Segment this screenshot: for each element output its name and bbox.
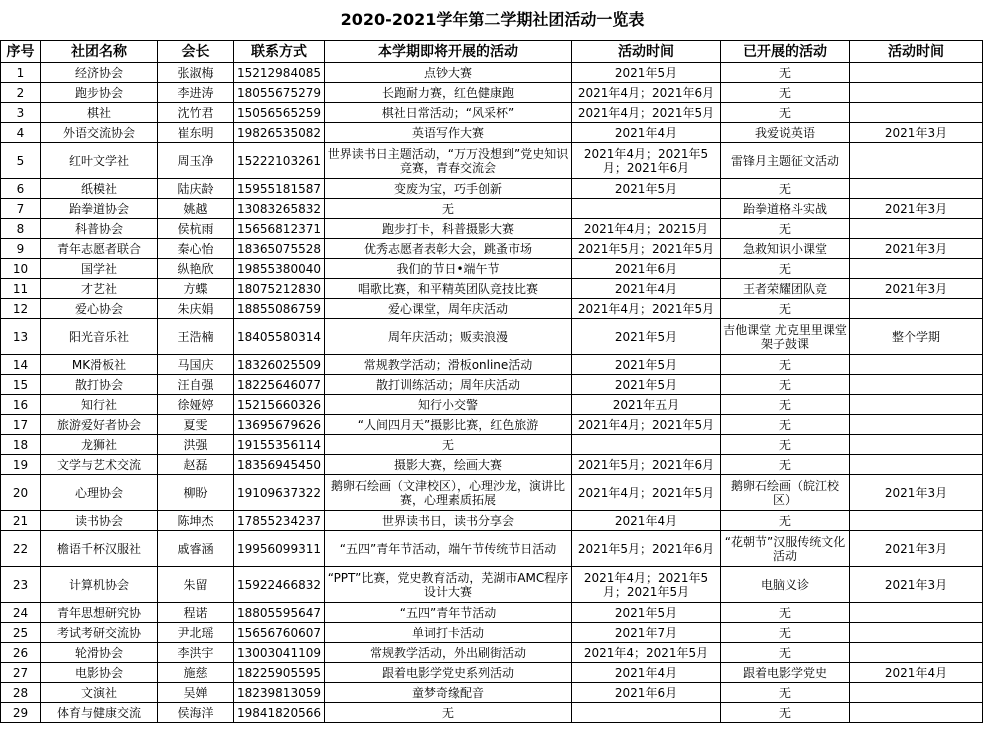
cell-done-time: 2021年4月: [850, 663, 983, 683]
cell-done-time: [850, 299, 983, 319]
cell-done-time: [850, 643, 983, 663]
cell-no: 27: [1, 663, 41, 683]
cell-done: 无: [721, 683, 850, 703]
cell-done: 无: [721, 623, 850, 643]
cell-upcoming-time: 2021年7月: [572, 623, 721, 643]
cell-upcoming-time: 2021年5月: [572, 603, 721, 623]
cell-done-time: [850, 83, 983, 103]
cell-no: 18: [1, 435, 41, 455]
cell-club: 读书协会: [41, 511, 158, 531]
cell-done: 无: [721, 375, 850, 395]
cell-upcoming: 优秀志愿者表彰大会，跳蚤市场: [325, 239, 572, 259]
table-row: [1, 531, 983, 567]
cell-club: 青年思想研究协: [41, 603, 158, 623]
cell-upcoming-time: 2021年5月；2021年5月: [572, 239, 721, 259]
cell-president: 张淑梅: [158, 63, 234, 83]
cell-upcoming-time: 2021年4月: [572, 123, 721, 143]
cell-no: 4: [1, 123, 41, 143]
cell-done-time: [850, 703, 983, 723]
cell-president: 方蝶: [158, 279, 234, 299]
cell-no: 21: [1, 511, 41, 531]
cell-phone: 15656812371: [234, 219, 325, 239]
cell-president: 戚睿涵: [158, 531, 234, 567]
cell-no: 1: [1, 63, 41, 83]
table-row: [1, 663, 983, 683]
table-row: [1, 395, 983, 415]
cell-upcoming: 无: [325, 199, 572, 219]
cell-done: 吉他课堂 尤克里里课堂 架子鼓课: [721, 319, 850, 355]
cell-no: 12: [1, 299, 41, 319]
table-row: [1, 219, 983, 239]
cell-done-time: [850, 103, 983, 123]
header-row: [1, 41, 983, 63]
cell-upcoming-time: 2021年6月: [572, 259, 721, 279]
cell-club: 轮滑协会: [41, 643, 158, 663]
cell-done-time: 整个学期: [850, 319, 983, 355]
cell-no: 29: [1, 703, 41, 723]
header-upcoming: 本学期即将开展的活动: [325, 41, 572, 63]
cell-phone: 15212984085: [234, 63, 325, 83]
table-row: [1, 623, 983, 643]
cell-club: 才艺社: [41, 279, 158, 299]
cell-upcoming-time: 2021年4月；2021年5月；2021年5月: [572, 567, 721, 603]
cell-president: 程诺: [158, 603, 234, 623]
cell-club: 国学社: [41, 259, 158, 279]
cell-president: 柳盼: [158, 475, 234, 511]
table-row: [1, 415, 983, 435]
cell-done: 王者荣耀团队竞: [721, 279, 850, 299]
table-row: [1, 703, 983, 723]
cell-upcoming-time: 2021年4月；2021年5月: [572, 415, 721, 435]
cell-phone: 18805595647: [234, 603, 325, 623]
table-row: [1, 239, 983, 259]
cell-phone: 18239813059: [234, 683, 325, 703]
cell-president: 纵艳欣: [158, 259, 234, 279]
cell-no: 5: [1, 143, 41, 179]
cell-phone: 19956099311: [234, 531, 325, 567]
cell-club: 心理协会: [41, 475, 158, 511]
cell-upcoming: 英语写作大赛: [325, 123, 572, 143]
cell-club: 散打协会: [41, 375, 158, 395]
cell-done: 跆拳道格斗实战: [721, 199, 850, 219]
cell-upcoming: 周年庆活动；贩卖浪漫: [325, 319, 572, 355]
table-row: [1, 299, 983, 319]
cell-done: 无: [721, 179, 850, 199]
cell-no: 3: [1, 103, 41, 123]
cell-upcoming-time: 2021年4月；2021年5月；2021年6月: [572, 143, 721, 179]
header-president: 会长: [158, 41, 234, 63]
header-done-time: 活动时间: [850, 41, 983, 63]
table-row: [1, 455, 983, 475]
cell-done-time: 2021年3月: [850, 531, 983, 567]
table-row: [1, 123, 983, 143]
cell-done-time: [850, 435, 983, 455]
cell-upcoming-time: 2021年5月: [572, 319, 721, 355]
cell-no: 6: [1, 179, 41, 199]
cell-done: 无: [721, 435, 850, 455]
cell-president: 夏雯: [158, 415, 234, 435]
cell-phone: 15215660326: [234, 395, 325, 415]
cell-done-time: [850, 683, 983, 703]
cell-done-time: [850, 63, 983, 83]
cell-phone: 18225646077: [234, 375, 325, 395]
cell-club: 棋社: [41, 103, 158, 123]
cell-done: 我爱说英语: [721, 123, 850, 143]
cell-phone: 18405580314: [234, 319, 325, 355]
cell-done: 无: [721, 219, 850, 239]
cell-done: 雷锋月主题征文活动: [721, 143, 850, 179]
cell-president: 崔东明: [158, 123, 234, 143]
cell-club: 跆拳道协会: [41, 199, 158, 219]
cell-president: 朱庆娟: [158, 299, 234, 319]
cell-done-time: [850, 395, 983, 415]
cell-done-time: [850, 603, 983, 623]
cell-upcoming-time: 2021年4月: [572, 279, 721, 299]
cell-done: 急救知识小课堂: [721, 239, 850, 259]
cell-done: 无: [721, 603, 850, 623]
cell-club: 檐语千杯汉服社: [41, 531, 158, 567]
cell-done-time: 2021年3月: [850, 567, 983, 603]
cell-done-time: [850, 143, 983, 179]
cell-upcoming-time: [572, 199, 721, 219]
cell-phone: 15955181587: [234, 179, 325, 199]
cell-upcoming: 常规教学活动，外出刷街活动: [325, 643, 572, 663]
cell-upcoming: 变废为宝，巧手创新: [325, 179, 572, 199]
cell-club: 旅游爱好者协会: [41, 415, 158, 435]
cell-president: 赵磊: [158, 455, 234, 475]
cell-club: 爱心协会: [41, 299, 158, 319]
cell-phone: 18225905595: [234, 663, 325, 683]
activity-table: [0, 40, 983, 723]
cell-club: 文演社: [41, 683, 158, 703]
cell-phone: 19826535082: [234, 123, 325, 143]
cell-president: 马国庆: [158, 355, 234, 375]
cell-done: 无: [721, 415, 850, 435]
cell-upcoming-time: 2021年4月: [572, 511, 721, 531]
cell-upcoming: 摄影大赛，绘画大赛: [325, 455, 572, 475]
table-row: [1, 683, 983, 703]
cell-no: 17: [1, 415, 41, 435]
cell-upcoming-time: 2021年5月；2021年6月: [572, 455, 721, 475]
cell-upcoming: 无: [325, 435, 572, 455]
cell-phone: 19109637322: [234, 475, 325, 511]
cell-no: 7: [1, 199, 41, 219]
cell-done: 无: [721, 83, 850, 103]
table-row: [1, 143, 983, 179]
cell-upcoming: 长跑耐力赛，红色健康跑: [325, 83, 572, 103]
cell-president: 侯杭雨: [158, 219, 234, 239]
cell-upcoming-time: 2021年五月: [572, 395, 721, 415]
cell-done: 无: [721, 63, 850, 83]
header-club: 社团名称: [41, 41, 158, 63]
cell-phone: 15922466832: [234, 567, 325, 603]
cell-upcoming: 点钞大赛: [325, 63, 572, 83]
cell-president: 王浩楠: [158, 319, 234, 355]
table-row: [1, 83, 983, 103]
cell-upcoming: 爱心课堂，周年庆活动: [325, 299, 572, 319]
cell-done: “花朝节”汉服传统文化活动: [721, 531, 850, 567]
cell-done: 无: [721, 703, 850, 723]
cell-phone: 15056565259: [234, 103, 325, 123]
cell-no: 11: [1, 279, 41, 299]
cell-phone: 18326025509: [234, 355, 325, 375]
cell-phone: 19155356114: [234, 435, 325, 455]
cell-phone: 18356945450: [234, 455, 325, 475]
cell-president: 姚越: [158, 199, 234, 219]
cell-upcoming: “PPT”比赛，党史教育活动，芜湖市AMC程序设计大赛: [325, 567, 572, 603]
cell-club: MK滑板社: [41, 355, 158, 375]
table-row: [1, 375, 983, 395]
cell-upcoming: 世界读书日主题活动，“万万没想到”党史知识竞赛，青春交流会: [325, 143, 572, 179]
cell-upcoming: 我们的节日•端午节: [325, 259, 572, 279]
cell-upcoming: 世界读书日，读书分享会: [325, 511, 572, 531]
cell-done-time: [850, 259, 983, 279]
cell-done-time: [850, 375, 983, 395]
cell-done: 鹅卵石绘画（皖江校区）: [721, 475, 850, 511]
cell-upcoming-time: 2021年5月: [572, 375, 721, 395]
cell-done-time: [850, 355, 983, 375]
table-row: [1, 355, 983, 375]
cell-phone: 18365075528: [234, 239, 325, 259]
cell-upcoming-time: 2021年6月: [572, 683, 721, 703]
cell-president: 沈竹君: [158, 103, 234, 123]
cell-done-time: 2021年3月: [850, 279, 983, 299]
table-row: [1, 319, 983, 355]
cell-no: 8: [1, 219, 41, 239]
cell-no: 14: [1, 355, 41, 375]
table-row: [1, 179, 983, 199]
cell-president: 秦心怡: [158, 239, 234, 259]
cell-president: 周玉净: [158, 143, 234, 179]
cell-upcoming: “人间四月天”摄影比赛，红色旅游: [325, 415, 572, 435]
cell-president: 李洪宇: [158, 643, 234, 663]
cell-upcoming-time: 2021年5月；2021年6月: [572, 531, 721, 567]
cell-done: 无: [721, 455, 850, 475]
cell-club: 知行社: [41, 395, 158, 415]
cell-no: 2: [1, 83, 41, 103]
cell-phone: 19855380040: [234, 259, 325, 279]
cell-no: 22: [1, 531, 41, 567]
cell-upcoming: 跑步打卡，科普摄影大赛: [325, 219, 572, 239]
cell-club: 科普协会: [41, 219, 158, 239]
header-done: 已开展的活动: [721, 41, 850, 63]
table-row: [1, 63, 983, 83]
cell-club: 阳光音乐社: [41, 319, 158, 355]
cell-upcoming-time: 2021年5月: [572, 63, 721, 83]
cell-done: 电脑义诊: [721, 567, 850, 603]
cell-phone: 13695679626: [234, 415, 325, 435]
cell-club: 计算机协会: [41, 567, 158, 603]
cell-club: 考试考研交流协: [41, 623, 158, 643]
cell-phone: 15656760607: [234, 623, 325, 643]
cell-phone: 18075212830: [234, 279, 325, 299]
cell-president: 徐娅婷: [158, 395, 234, 415]
cell-president: 尹北瑶: [158, 623, 234, 643]
cell-phone: 18055675279: [234, 83, 325, 103]
cell-club: 经济协会: [41, 63, 158, 83]
cell-president: 李进涛: [158, 83, 234, 103]
header-no: 序号: [1, 41, 41, 63]
cell-phone: 13003041109: [234, 643, 325, 663]
cell-upcoming: 鹅卵石绘画（文津校区），心理沙龙，演讲比赛，心理素质拓展: [325, 475, 572, 511]
cell-upcoming: 知行小交警: [325, 395, 572, 415]
cell-president: 侯海洋: [158, 703, 234, 723]
cell-club: 龙狮社: [41, 435, 158, 455]
cell-done-time: [850, 179, 983, 199]
cell-done-time: [850, 511, 983, 531]
cell-done-time: 2021年3月: [850, 475, 983, 511]
cell-phone: 13083265832: [234, 199, 325, 219]
cell-no: 13: [1, 319, 41, 355]
table-row: [1, 603, 983, 623]
table-row: [1, 511, 983, 531]
cell-upcoming-time: 2021年4；2021年5月: [572, 643, 721, 663]
cell-president: 吴婵: [158, 683, 234, 703]
cell-phone: 17855234237: [234, 511, 325, 531]
cell-upcoming: “五四”青年节活动，端午节传统节日活动: [325, 531, 572, 567]
header-upcoming-time: 活动时间: [572, 41, 721, 63]
cell-no: 20: [1, 475, 41, 511]
cell-done-time: 2021年3月: [850, 239, 983, 259]
cell-no: 23: [1, 567, 41, 603]
cell-done: 无: [721, 299, 850, 319]
cell-upcoming-time: [572, 435, 721, 455]
table-row: [1, 259, 983, 279]
cell-done-time: [850, 623, 983, 643]
cell-president: 洪强: [158, 435, 234, 455]
cell-upcoming-time: 2021年4月；2021年5月: [572, 299, 721, 319]
cell-upcoming: 跟着电影学党史系列活动: [325, 663, 572, 683]
cell-no: 26: [1, 643, 41, 663]
cell-upcoming-time: 2021年4月: [572, 663, 721, 683]
cell-upcoming: 常规教学活动；滑板online活动: [325, 355, 572, 375]
cell-upcoming: 棋社日常活动；“风采杯”: [325, 103, 572, 123]
cell-no: 19: [1, 455, 41, 475]
cell-no: 10: [1, 259, 41, 279]
cell-upcoming-time: 2021年4月；2021年5月: [572, 475, 721, 511]
cell-done: 无: [721, 355, 850, 375]
cell-upcoming: 散打训练活动；周年庆活动: [325, 375, 572, 395]
cell-upcoming: “五四”青年节活动: [325, 603, 572, 623]
cell-done: 无: [721, 395, 850, 415]
table-row: [1, 567, 983, 603]
cell-club: 跑步协会: [41, 83, 158, 103]
cell-done-time: 2021年3月: [850, 199, 983, 219]
table-row: [1, 103, 983, 123]
page-title: 2020-2021学年第二学期社团活动一览表: [340, 10, 645, 29]
cell-phone: 19841820566: [234, 703, 325, 723]
cell-upcoming-time: [572, 703, 721, 723]
cell-club: 青年志愿者联合: [41, 239, 158, 259]
cell-upcoming: 单词打卡活动: [325, 623, 572, 643]
cell-no: 15: [1, 375, 41, 395]
cell-club: 纸模社: [41, 179, 158, 199]
cell-upcoming-time: 2021年4月；2021年6月: [572, 83, 721, 103]
cell-no: 16: [1, 395, 41, 415]
table-row: [1, 279, 983, 299]
cell-club: 红叶文学社: [41, 143, 158, 179]
cell-phone: 18855086759: [234, 299, 325, 319]
cell-president: 陈坤杰: [158, 511, 234, 531]
cell-president: 施慈: [158, 663, 234, 683]
cell-club: 文学与艺术交流: [41, 455, 158, 475]
cell-upcoming: 无: [325, 703, 572, 723]
header-phone: 联系方式: [234, 41, 325, 63]
cell-done-time: 2021年3月: [850, 123, 983, 143]
cell-president: 陆庆龄: [158, 179, 234, 199]
table-row: [1, 435, 983, 455]
cell-no: 28: [1, 683, 41, 703]
cell-no: 9: [1, 239, 41, 259]
cell-president: 朱留: [158, 567, 234, 603]
cell-done-time: [850, 415, 983, 435]
cell-president: 汪自强: [158, 375, 234, 395]
cell-no: 24: [1, 603, 41, 623]
cell-done-time: [850, 219, 983, 239]
cell-phone: 15222103261: [234, 143, 325, 179]
cell-done: 无: [721, 511, 850, 531]
cell-done: 无: [721, 103, 850, 123]
cell-upcoming-time: 2021年4月；2021年5月: [572, 103, 721, 123]
cell-upcoming: 童梦奇缘配音: [325, 683, 572, 703]
table-row: [1, 199, 983, 219]
cell-no: 25: [1, 623, 41, 643]
cell-club: 电影协会: [41, 663, 158, 683]
cell-upcoming-time: 2021年5月: [572, 179, 721, 199]
table-row: [1, 475, 983, 511]
cell-club: 体育与健康交流: [41, 703, 158, 723]
cell-upcoming-time: 2021年4月；20215月: [572, 219, 721, 239]
cell-upcoming-time: 2021年5月: [572, 355, 721, 375]
cell-done-time: [850, 455, 983, 475]
cell-done: 无: [721, 643, 850, 663]
cell-upcoming: 唱歌比赛，和平精英团队竞技比赛: [325, 279, 572, 299]
table-row: [1, 643, 983, 663]
cell-done: 无: [721, 259, 850, 279]
cell-club: 外语交流协会: [41, 123, 158, 143]
cell-done: 跟着电影学党史: [721, 663, 850, 683]
